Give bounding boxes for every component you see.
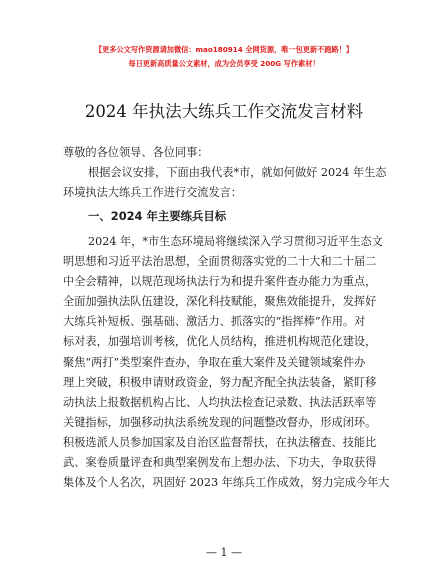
- section-heading: 一、2024 年主要练兵目标: [88, 209, 227, 223]
- body-line: 聚焦“两打”类型案件查办，争取在重大案件及关键领域案件办: [63, 355, 366, 369]
- page-number: — 1 —: [206, 546, 242, 559]
- body-line: 理上突破，积极申请财政资金，努力配齐配全执法装备，紧盯移: [63, 375, 377, 389]
- body-line: 标对表，加强培训考核，优化人员结构，推进机构规范化建设，: [63, 335, 377, 349]
- body-line: 大练兵补短板、强基础、激活力、抓落实的“指挥棒”作用。对: [63, 315, 366, 329]
- intro-line-1: 根据会议安排，下面由我代表*市，就如何做好 2024 年生态: [88, 166, 387, 179]
- salutation: 尊敬的各位领导、各位同事：: [63, 146, 209, 159]
- body-line: 武、案卷质量评查和典型案例发布上想办法、下功夫，争取获得: [63, 456, 377, 470]
- document-title: 2024 年执法大练兵工作交流发言材料: [84, 102, 364, 121]
- body-line: 2024 年，*市生态环境局将继续深入学习贯彻习近平生态文: [88, 235, 383, 248]
- body-paragraph: [63, 232, 393, 493]
- body-line: 关键指标，加强移动执法系统发现的问题整改督办，形成闭环。: [63, 415, 377, 429]
- body-line: 集体及个人名次，巩固好 2023 年练兵工作成效，努力完成今年大: [63, 476, 390, 490]
- body-line: 中全会精神，以规范现场执法行为和提升案件查办能力为重点，: [63, 275, 377, 289]
- promo-banner-line-2: 每日更新高质量公文素材，成为会员享受 200G 写作素材！: [128, 59, 320, 68]
- promo-banner-line-1: 【更多公文写作资源请加微信：mao180914 全网货源，唯一包更新不跑路！】: [94, 45, 354, 54]
- body-line: 明思想和习近平法治思想，全面贯彻落实党的二十大和二十届二: [63, 255, 377, 269]
- intro-line-2: 环境执法大练兵工作进行交流发言：: [63, 186, 243, 199]
- body-line: 全面加强执法队伍建设，深化科技赋能，聚焦效能提升，发挥好: [63, 295, 377, 309]
- body-line: 动执法上报数据机构占比、人均执法检查记录数、执法活跃率等: [63, 395, 377, 409]
- body-line: 积极选派人员参加国家及自治区监督帮扶，在执法稽查、技能比: [63, 435, 377, 449]
